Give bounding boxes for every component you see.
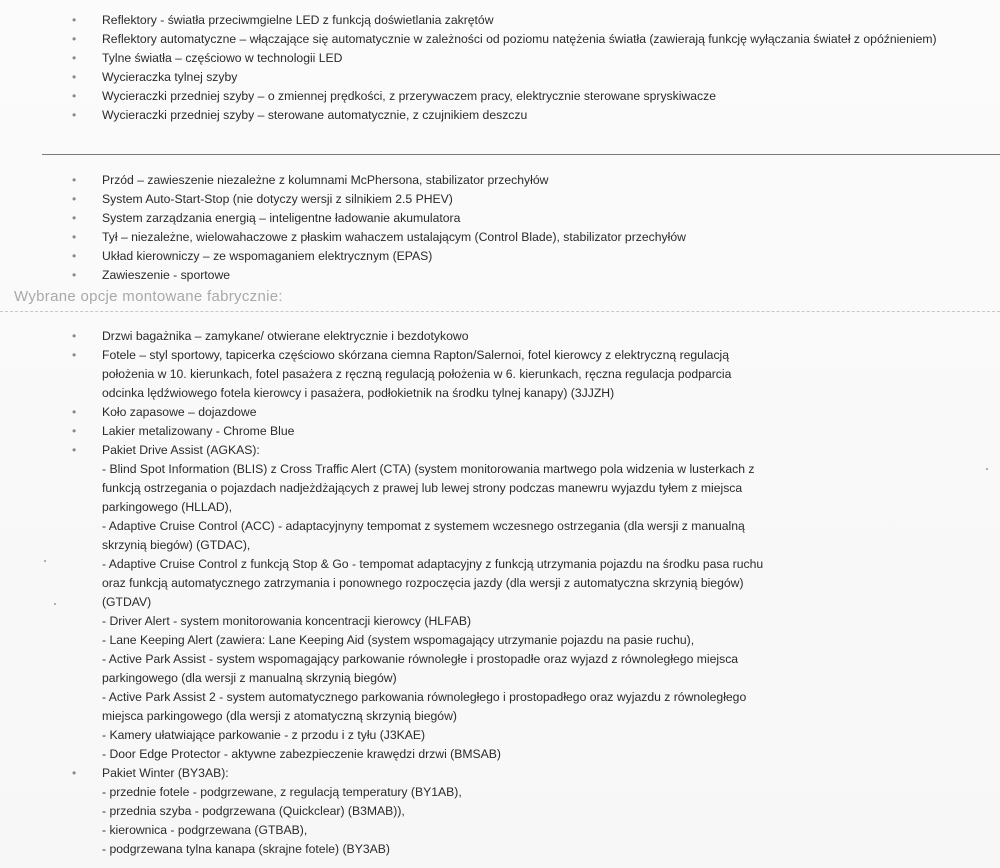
section-divider [42, 154, 1000, 155]
list-item-text: Lakier metalizowany - Chrome Blue [102, 424, 295, 438]
list-item [0, 346, 1000, 403]
bullet-icon: • [72, 348, 77, 362]
bullet-icon: • [72, 766, 77, 780]
list-item [0, 422, 1000, 441]
factory-options-list [0, 327, 1000, 859]
list-item-text: Reflektory automatyczne – włączające się automatycznie w zależności od poziomu natężenia światła (zawierają funkcję wyłączania świateł z opóźnieniem) [102, 32, 937, 46]
list-item-text: parkingowego (dla wersji z manualną skrzynią biegów) [102, 671, 397, 685]
list-item-text: Przód – zawieszenie niezależne z kolumnami McPhersona, stabilizator przechyłów [102, 173, 549, 187]
list-item-text: Tył – niezależne, wielowahaczowe z płaskim wahaczem ustalającym (Control Blade), stabilizator przechyłów [102, 230, 686, 244]
list-item-text: - Active Park Assist - system wspomagający parkowanie równoległe i prostopadłe oraz wyjazd z równoległego miejsca [102, 652, 739, 666]
list-item-text: - Adaptive Cruise Control (ACC) - adaptacyjnyny tempomat z systemem wczesnego ostrzegania (dla wersji z manualną [102, 519, 745, 533]
scan-speck [986, 468, 988, 470]
list-item-text: Reflektory - światła przeciwmgielne LED z funkcją doświetlania zakrętów [102, 13, 494, 27]
bullet-icon: • [72, 268, 77, 282]
bullet-icon: • [72, 51, 77, 65]
bullet-icon: • [72, 443, 77, 457]
list-item-text: - przednia szyba - podgrzewana (Quickclear) (B3MAB)), [102, 804, 405, 818]
list-item [0, 106, 1000, 125]
list-item [0, 266, 1000, 285]
list-item [0, 441, 1000, 764]
bullet-icon: • [72, 108, 77, 122]
bullet-icon: • [72, 329, 77, 343]
list-item-text: - Lane Keeping Alert (zawiera: Lane Keeping Aid (system wspomagający utrzymanie pojazdu na pasie ruchu), [102, 633, 695, 647]
list-item-text: Wycieraczka tylnej szyby [102, 70, 238, 84]
list-item [0, 171, 1000, 190]
list-item-text: - kierownica - podgrzewana (GTBAB), [102, 823, 308, 837]
section-heading-factory-options: Wybrane opcje montowane fabrycznie: [14, 288, 283, 305]
list-item [0, 403, 1000, 422]
list-item-text: miejsca parkingowego (dla wersji z atomatyczną skrzynią biegów) [102, 709, 457, 723]
list-item-text: Fotele – styl sportowy, tapicerka częściowo skórzana ciemna Rapton/Salernoi, fotel kierowcy z elektryczną regulacją [102, 348, 730, 362]
list-item-text: (GTDAV) [102, 595, 152, 609]
list-item-text: Koło zapasowe – dojazdowe [102, 405, 257, 419]
list-item [0, 190, 1000, 209]
equipment-list-lights [0, 11, 1000, 125]
bullet-icon: • [72, 211, 77, 225]
list-item-text: - Kamery ułatwiające parkowanie - z przodu i z tyłu (J3KAE) [102, 728, 426, 742]
list-item-text: położenia w 10. kierunkach, fotel pasażera z ręczną regulacją położenia w 6. kierunkach, ręczna regulacja podparcia [102, 367, 732, 381]
list-item [0, 68, 1000, 87]
scan-speck [44, 560, 46, 562]
list-item [0, 764, 1000, 859]
scan-speck [54, 603, 56, 605]
list-item-text: Pakiet Drive Assist (AGKAS): [102, 443, 260, 457]
list-item-text: - Blind Spot Information (BLIS) z Cross Traffic Alert (CTA) (system monitorowania martwego pola widzenia w lusterkach z [102, 462, 755, 476]
list-item-text: System zarządzania energią – inteligentne ładowanie akumulatora [102, 211, 461, 225]
list-item [0, 49, 1000, 68]
bullet-icon: • [72, 192, 77, 206]
list-item-text: - podgrzewana tylna kanapa (skrajne fotele) (BY3AB) [102, 842, 390, 856]
list-item-text: Pakiet Winter (BY3AB): [102, 766, 229, 780]
list-item-text: funkcją ostrzegania o pojazdach nadjeżdżających z prawej lub lewej strony podczas manewru wyjazdu tyłem z miejsca [102, 481, 743, 495]
list-item-text: - Active Park Assist 2 - system automatycznego parkowania równoległego i prostopadłego oraz wyjazdu z równoległego [102, 690, 747, 704]
equipment-list-suspension [0, 171, 1000, 285]
list-item-text: - Driver Alert - system monitorowania koncentracji kierowcy (HLFAB) [102, 614, 472, 628]
list-item [0, 87, 1000, 106]
list-item [0, 228, 1000, 247]
bullet-icon: • [72, 405, 77, 419]
list-item-text: Drzwi bagażnika – zamykane/ otwierane elektrycznie i bezdotykowo [102, 329, 469, 343]
list-item [0, 327, 1000, 346]
list-item-text: System Auto-Start-Stop (nie dotyczy wersji z silnikiem 2.5 PHEV) [102, 192, 453, 206]
list-item [0, 209, 1000, 228]
list-item-text: parkingowego (HLLAD), [102, 500, 233, 514]
list-item-text: - przednie fotele - podgrzewane, z regulacją temperatury (BY1AB), [102, 785, 462, 799]
list-item-text: Tylne światła – częściowo w technologii LED [102, 51, 343, 65]
list-item-text: odcinka lędźwiowego fotela kierowcy i pasażera, podłokietnik na środku tylnej kanapy) (3JJZH) [102, 386, 615, 400]
bullet-icon: • [72, 424, 77, 438]
list-item-text: oraz funkcją automatycznego zatrzymania i ponownego rozpoczęcia jazdy (dla wersji z automatyczna skrzynią biegów) [102, 576, 744, 590]
bullet-icon: • [72, 173, 77, 187]
list-item-text: Wycieraczki przedniej szyby – o zmiennej prędkości, z przerywaczem pracy, elektrycznie sterowane spryskiwacze [102, 89, 716, 103]
bullet-icon: • [72, 249, 77, 263]
list-item-text: Układ kierowniczy – ze wspomaganiem elektrycznym (EPAS) [102, 249, 433, 263]
bullet-icon: • [72, 230, 77, 244]
list-item [0, 247, 1000, 266]
list-item [0, 30, 1000, 49]
list-item-text: Wycieraczki przedniej szyby – sterowane automatycznie, z czujnikiem deszczu [102, 108, 528, 122]
list-item-text: - Adaptive Cruise Control z funkcją Stop & Go - tempomat adaptacyjny z funkcją utrzymania pojazdu na środku pasa ruchu [102, 557, 764, 571]
section-underline [0, 311, 1000, 312]
bullet-icon: • [72, 70, 77, 84]
list-item-text: skrzynią biegów) (GTDAC), [102, 538, 251, 552]
list-item-text: Zawieszenie - sportowe [102, 268, 231, 282]
list-item [0, 11, 1000, 30]
list-item-text: - Door Edge Protector - aktywne zabezpieczenie krawędzi drzwi (BMSAB) [102, 747, 501, 761]
bullet-icon: • [72, 32, 77, 46]
bullet-icon: • [72, 89, 77, 103]
bullet-icon: • [72, 13, 77, 27]
